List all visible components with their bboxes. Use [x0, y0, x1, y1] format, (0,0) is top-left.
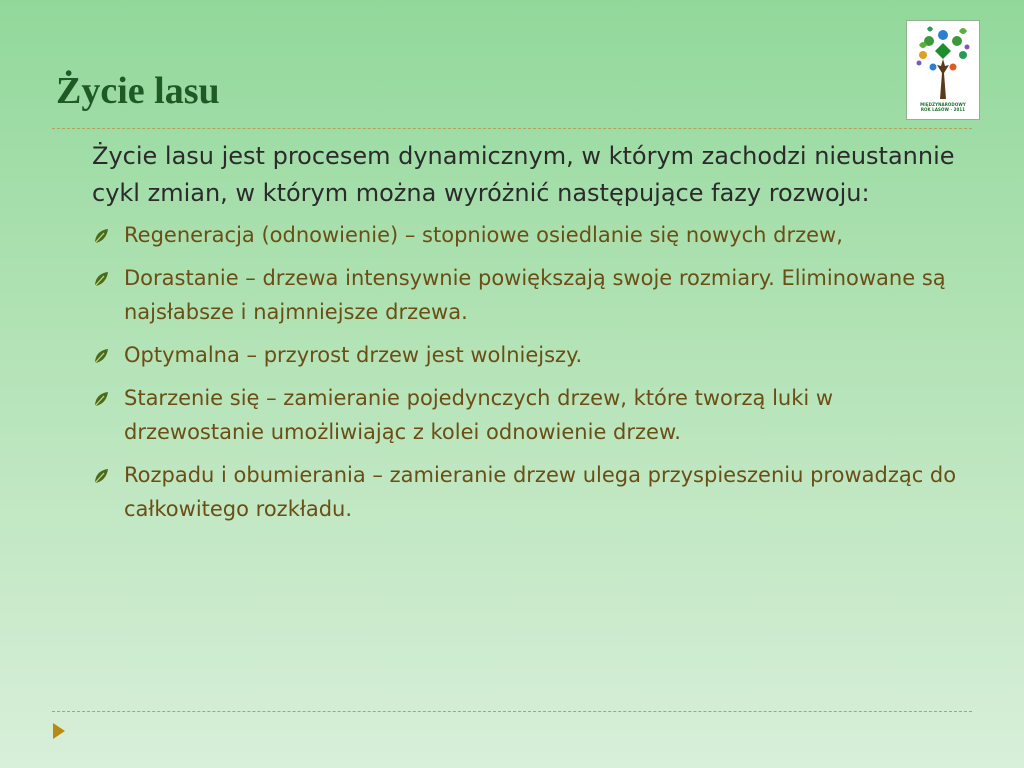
list-item [92, 381, 972, 449]
logo-caption-line2: ROK LASÓW · 2011 [920, 107, 966, 112]
logo-caption [907, 102, 979, 112]
leaf-icon [92, 270, 110, 288]
tree-logo-icon [907, 21, 979, 101]
bullet-text: Optymalna – przyrost drzew jest wolniejszy. [124, 343, 583, 367]
list-item [92, 218, 972, 252]
leaf-icon [92, 347, 110, 365]
leaf-icon [92, 390, 110, 408]
list-item [92, 261, 972, 329]
list-item [92, 338, 972, 372]
bullet-text: Rozpadu i obumierania – zamieranie drzew ulega przyspieszeniu prowadząc do całkowitego rozkładu. [124, 463, 957, 521]
bullet-text: Regeneracja (odnowienie) – stopniowe osiedlanie się nowych drzew, [124, 223, 843, 247]
top-divider [52, 128, 972, 129]
bullet-text: Dorastanie – drzewa intensywnie powiększają swoje rozmiary. Eliminowane są najsłabsze i najmniejsze drzewa. [124, 266, 946, 324]
slide-title: Życie lasu [56, 70, 220, 112]
logo-caption-line1: MIĘDZYNARODOWY [920, 102, 966, 107]
international-year-of-forests-logo [906, 20, 980, 120]
phase-list [92, 218, 972, 526]
leaf-icon [92, 227, 110, 245]
bottom-divider [52, 711, 972, 712]
bullet-text: Starzenie się – zamieranie pojedynczych drzew, które tworzą luki w drzewostanie umożliwiając z kolei odnowienie drzew. [124, 386, 834, 444]
list-item [92, 458, 972, 526]
leaf-icon [92, 467, 110, 485]
play-arrow-icon[interactable] [52, 722, 66, 740]
intro-text: Życie lasu jest procesem dynamicznym, w którym zachodzi nieustannie cykl zmian, w którym można wyróżnić następujące fazy rozwoju: [92, 142, 955, 207]
slide-body [92, 138, 972, 535]
